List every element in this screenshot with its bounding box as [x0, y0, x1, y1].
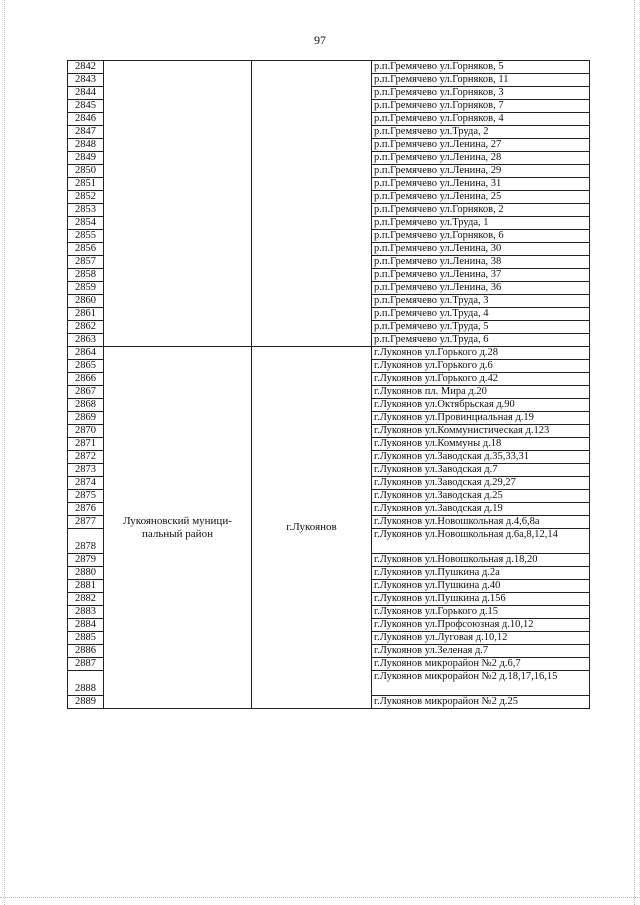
row-number: 2887 — [68, 658, 104, 671]
locality-cell: г.Лукоянов — [252, 347, 372, 709]
district-cell: Лукояновский муници-пальный район — [104, 347, 252, 709]
address-cell: г.Лукоянов ул.Горького д.6 — [372, 360, 590, 373]
page-number: 97 — [314, 33, 326, 47]
address-table — [67, 60, 590, 709]
address-cell: г.Лукоянов ул.Октябрьская д.90 — [372, 399, 590, 412]
address-cell: г.Лукоянов ул.Зеленая д.7 — [372, 645, 590, 658]
row-number: 2872 — [68, 451, 104, 464]
address-cell: г.Лукоянов ул.Заводская д.25 — [372, 490, 590, 503]
address-cell: р.п.Гремячево ул.Труда, 4 — [372, 308, 590, 321]
address-cell: г.Лукоянов ул.Горького д.42 — [372, 373, 590, 386]
row-number: 2858 — [68, 269, 104, 282]
address-cell: р.п.Гремячево ул.Ленина, 29 — [372, 165, 590, 178]
row-number: 2882 — [68, 593, 104, 606]
row-number: 2888 — [68, 671, 104, 696]
address-cell: г.Лукоянов ул.Луговая д.10,12 — [372, 632, 590, 645]
row-number: 2862 — [68, 321, 104, 334]
row-number: 2856 — [68, 243, 104, 256]
address-cell: р.п.Гремячево ул.Ленина, 31 — [372, 178, 590, 191]
row-number: 2860 — [68, 295, 104, 308]
row-number: 2874 — [68, 477, 104, 490]
row-number: 2871 — [68, 438, 104, 451]
address-table-body — [68, 61, 590, 709]
address-cell: р.п.Гремячево ул.Труда, 1 — [372, 217, 590, 230]
address-cell: р.п.Гремячево ул.Ленина, 25 — [372, 191, 590, 204]
address-cell: р.п.Гремячево ул.Горняков, 3 — [372, 87, 590, 100]
row-number: 2848 — [68, 139, 104, 152]
row-number: 2851 — [68, 178, 104, 191]
row-number: 2866 — [68, 373, 104, 386]
address-cell: р.п.Гремячево ул.Ленина, 27 — [372, 139, 590, 152]
row-number: 2867 — [68, 386, 104, 399]
row-number: 2868 — [68, 399, 104, 412]
row-number: 2846 — [68, 113, 104, 126]
address-cell: г.Лукоянов ул.Пушкина д.156 — [372, 593, 590, 606]
address-cell: г.Лукоянов микрорайон №2 д.6,7 — [372, 658, 590, 671]
row-number: 2881 — [68, 580, 104, 593]
address-cell: р.п.Гремячево ул.Горняков, 4 — [372, 113, 590, 126]
address-cell: р.п.Гремячево ул.Горняков, 6 — [372, 230, 590, 243]
address-cell: г.Лукоянов ул.Горького д.28 — [372, 347, 590, 360]
address-cell: г.Лукоянов микрорайон №2 д.25 — [372, 696, 590, 709]
row-number: 2870 — [68, 425, 104, 438]
table-row — [68, 347, 590, 360]
row-number: 2884 — [68, 619, 104, 632]
page-edge-left — [4, 0, 6, 905]
address-cell: г.Лукоянов ул.Пушкина д.2а — [372, 567, 590, 580]
address-cell: р.п.Гремячево ул.Труда, 6 — [372, 334, 590, 347]
address-cell: г.Лукоянов ул.Новошкольная д.18,20 — [372, 554, 590, 567]
row-number: 2885 — [68, 632, 104, 645]
address-cell: р.п.Гремячево ул.Ленина, 37 — [372, 269, 590, 282]
row-number: 2847 — [68, 126, 104, 139]
row-number: 2886 — [68, 645, 104, 658]
row-number: 2876 — [68, 503, 104, 516]
address-cell: г.Лукоянов ул.Пушкина д.40 — [372, 580, 590, 593]
address-cell: р.п.Гремячево ул.Горняков, 7 — [372, 100, 590, 113]
page-edge-right — [634, 0, 636, 905]
row-number: 2883 — [68, 606, 104, 619]
row-number: 2879 — [68, 554, 104, 567]
address-cell: р.п.Гремячево ул.Труда, 3 — [372, 295, 590, 308]
row-number: 2854 — [68, 217, 104, 230]
row-number: 2869 — [68, 412, 104, 425]
address-cell: г.Лукоянов ул.Заводская д.35,33,31 — [372, 451, 590, 464]
row-number: 2853 — [68, 204, 104, 217]
address-cell: р.п.Гремячево ул.Горняков, 2 — [372, 204, 590, 217]
row-number: 2842 — [68, 61, 104, 74]
row-number: 2889 — [68, 696, 104, 709]
row-number: 2865 — [68, 360, 104, 373]
row-number: 2855 — [68, 230, 104, 243]
address-cell: г.Лукоянов ул.Горького д.15 — [372, 606, 590, 619]
row-number: 2849 — [68, 152, 104, 165]
row-number: 2863 — [68, 334, 104, 347]
row-number: 2843 — [68, 74, 104, 87]
address-cell: р.п.Гремячево ул.Ленина, 28 — [372, 152, 590, 165]
address-cell: г.Лукоянов микрорайон №2 д.18,17,16,15 — [372, 671, 590, 696]
district-cell — [104, 61, 252, 347]
locality-cell — [252, 61, 372, 347]
row-number: 2844 — [68, 87, 104, 100]
row-number: 2852 — [68, 191, 104, 204]
row-number: 2878 — [68, 529, 104, 554]
address-cell: г.Лукоянов ул.Заводская д.19 — [372, 503, 590, 516]
address-cell: г.Лукоянов ул.Новошкольная д.4,6,8а — [372, 516, 590, 529]
address-cell: г.Лукоянов ул.Провинциальная д.19 — [372, 412, 590, 425]
address-cell: г.Лукоянов ул.Профсоюзная д.10,12 — [372, 619, 590, 632]
row-number: 2857 — [68, 256, 104, 269]
address-cell: р.п.Гремячево ул.Труда, 2 — [372, 126, 590, 139]
row-number: 2877 — [68, 516, 104, 529]
table-row — [68, 61, 590, 74]
page-edge-bottom — [0, 897, 640, 899]
address-cell: г.Лукоянов ул.Заводская д.29,27 — [372, 477, 590, 490]
row-number: 2864 — [68, 347, 104, 360]
row-number: 2859 — [68, 282, 104, 295]
address-cell: р.п.Гремячево ул.Горняков, 11 — [372, 74, 590, 87]
address-cell: г.Лукоянов ул.Заводская д.7 — [372, 464, 590, 477]
row-number: 2861 — [68, 308, 104, 321]
row-number: 2845 — [68, 100, 104, 113]
address-cell: г.Лукоянов пл. Мира д.20 — [372, 386, 590, 399]
row-number: 2850 — [68, 165, 104, 178]
row-number: 2873 — [68, 464, 104, 477]
address-cell: г.Лукоянов ул.Коммунистическая д.123 — [372, 425, 590, 438]
address-cell: р.п.Гремячево ул.Ленина, 36 — [372, 282, 590, 295]
address-cell: г.Лукоянов ул.Новошкольная д.6а,8,12,14 — [372, 529, 590, 554]
address-cell: р.п.Гремячево ул.Горняков, 5 — [372, 61, 590, 74]
address-cell: р.п.Гремячево ул.Ленина, 38 — [372, 256, 590, 269]
address-cell: р.п.Гремячево ул.Ленина, 30 — [372, 243, 590, 256]
address-cell: р.п.Гремячево ул.Труда, 5 — [372, 321, 590, 334]
address-cell: г.Лукоянов ул.Коммуны д.18 — [372, 438, 590, 451]
row-number: 2880 — [68, 567, 104, 580]
row-number: 2875 — [68, 490, 104, 503]
